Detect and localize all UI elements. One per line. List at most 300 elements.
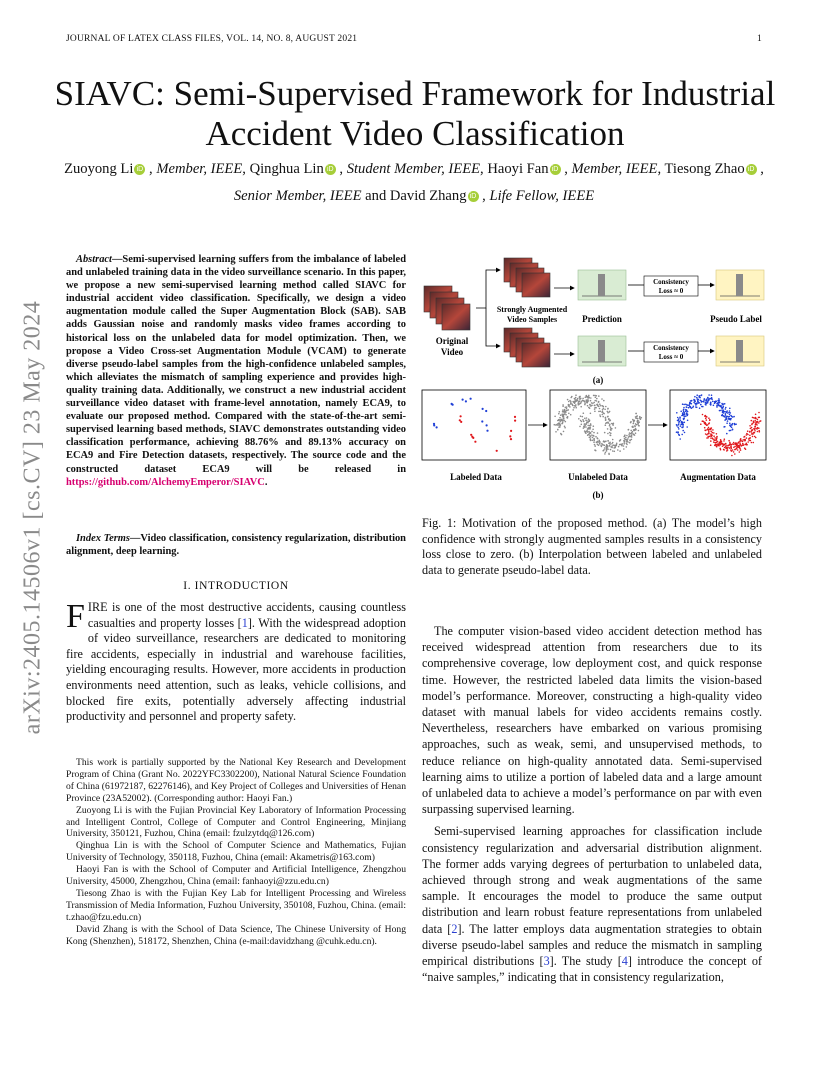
unlabeled-point xyxy=(593,432,595,434)
augmented-point xyxy=(711,435,713,437)
unlabeled-point xyxy=(612,439,614,441)
unlabeled-point xyxy=(611,443,613,445)
augmented-point xyxy=(755,414,757,416)
augmented-point xyxy=(751,420,753,422)
augmented-point xyxy=(683,416,685,418)
augmented-point xyxy=(713,441,715,443)
augmented-point xyxy=(752,436,754,438)
unlabeled-point xyxy=(578,404,580,406)
journal-header: JOURNAL OF LATEX CLASS FILES, VOL. 14, NO. 8, AUGUST 2021 xyxy=(66,34,358,44)
author-name: Zuoyong Li xyxy=(64,161,134,177)
unlabeled-point xyxy=(600,405,602,407)
unlabeled-point xyxy=(602,411,604,413)
unlabeled-point xyxy=(556,424,558,426)
unlabeled-point xyxy=(568,413,570,415)
augmented-point xyxy=(703,401,705,403)
unlabeled-point xyxy=(575,397,577,399)
augmented-point xyxy=(754,418,756,420)
unlabeled-point xyxy=(637,423,639,425)
citation-link[interactable]: 4 xyxy=(621,954,628,969)
augmented-point xyxy=(742,443,744,445)
unlabeled-point xyxy=(586,402,588,404)
unlabeled-point xyxy=(587,405,589,407)
unlabeled-point xyxy=(607,408,609,410)
augmented-point xyxy=(697,398,699,400)
unlabeled-point xyxy=(602,409,604,411)
unlabeled-point xyxy=(600,416,602,418)
unlabeled-point xyxy=(616,443,618,445)
unlabeled-point xyxy=(557,420,559,422)
unlabeled-point xyxy=(594,408,596,410)
unlabeled-point xyxy=(604,409,606,411)
unlabeled-point xyxy=(584,423,586,425)
augmented-point xyxy=(726,410,728,412)
unlabeled-point xyxy=(602,450,604,452)
augmented-point xyxy=(730,419,732,421)
augmented-point xyxy=(686,414,688,416)
augmented-point xyxy=(687,420,689,422)
augmented-point xyxy=(755,428,757,430)
augmented-point xyxy=(733,442,735,444)
prediction-box-bottom xyxy=(578,336,626,366)
augmented-point xyxy=(716,436,718,438)
unlabeled-point xyxy=(575,407,577,409)
labeled-point xyxy=(485,410,487,412)
unlabeled-point xyxy=(598,401,600,403)
augmented-point xyxy=(682,413,684,415)
paragraph-text: ]. The study [ xyxy=(549,954,622,969)
augmented-point xyxy=(754,426,756,428)
augmented-point xyxy=(729,424,731,426)
unlabeled-point xyxy=(592,429,594,431)
unlabeled-point xyxy=(575,404,577,406)
augmented-point xyxy=(686,406,688,408)
augmented-point xyxy=(720,439,722,441)
augmented-point xyxy=(710,431,712,433)
unlabeled-point xyxy=(563,431,565,433)
unlabeled-point xyxy=(588,395,590,397)
augmented-point xyxy=(707,397,709,399)
unlabeled-point xyxy=(564,410,566,412)
unlabeled-point xyxy=(582,398,584,400)
unlabeled-point xyxy=(587,425,589,427)
unlabeled-point xyxy=(621,444,623,446)
augmented-point xyxy=(758,412,760,414)
unlabeled-point xyxy=(610,419,612,421)
augmented-point xyxy=(725,413,727,415)
unlabeled-point xyxy=(567,416,569,418)
unlabeled-point xyxy=(588,428,590,430)
augmented-point xyxy=(714,437,716,439)
unlabeled-point xyxy=(577,398,579,400)
unlabeled-point xyxy=(584,430,586,432)
figure-caption: Fig. 1: Motivation of the proposed method. (a) The model’s high confidence with strongly augmented samples results in a consistency loss close to zero. (b) Interpolation between labeled and unlabeled data to generate pseudo-label data. xyxy=(422,516,762,577)
augmented-point xyxy=(729,410,731,412)
labeled-point xyxy=(514,416,516,418)
unlabeled-point xyxy=(593,395,595,397)
unlabeled-point xyxy=(583,420,585,422)
unlabeled-point xyxy=(605,440,607,442)
unlabeled-point xyxy=(607,422,609,424)
unlabeled-point xyxy=(610,426,612,428)
orcid-icon[interactable]: iD xyxy=(468,191,479,202)
unlabeled-point xyxy=(602,444,604,446)
augmented-point xyxy=(725,443,727,445)
author-role: Life Fellow, IEEE xyxy=(489,188,595,204)
unlabeled-point xyxy=(562,404,564,406)
augmented-point xyxy=(733,451,735,453)
augmented-point xyxy=(740,449,742,451)
unlabeled-point xyxy=(629,436,631,438)
unlabeled-point xyxy=(595,436,597,438)
pseudo-label-box-top xyxy=(716,270,764,300)
augmented-point xyxy=(716,441,718,443)
unlabeled-point xyxy=(599,403,601,405)
unlabeled-point xyxy=(639,416,641,418)
augmented-point xyxy=(733,447,735,449)
unlabeled-point xyxy=(561,419,563,421)
augmented-point xyxy=(680,419,682,421)
augmented-point xyxy=(754,432,756,434)
augmented-point xyxy=(727,445,729,447)
footnote: Tiesong Zhao is with the Fujian Key Lab for Intelligent Processing and Wireless Transmission of Media Information, Fuzhou University, 350108, Fuzhou, China. (email: t.zhao@fzu.edu.cn) xyxy=(66,887,406,923)
unlabeled-point xyxy=(581,421,583,423)
unlabeled-point xyxy=(628,429,630,431)
augmented-point xyxy=(723,403,725,405)
unlabeled-point xyxy=(624,443,626,445)
unlabeled-point xyxy=(586,395,588,397)
augmented-point xyxy=(690,402,692,404)
augmented-point xyxy=(713,432,715,434)
augmented-point xyxy=(683,407,685,409)
unlabeled-point xyxy=(635,413,637,415)
augmented-point xyxy=(758,417,760,419)
paragraph-text: ]. The latter employs data augmentation strategies to obtain diverse pseudo-label samples and reduce the mismatch in sampling empirical distributions [ xyxy=(422,921,762,969)
augmented-point xyxy=(725,408,727,410)
unlabeled-point xyxy=(583,412,585,414)
augmented-point xyxy=(683,412,685,414)
unlabeled-point xyxy=(575,394,577,396)
unlabeled-point xyxy=(602,414,604,416)
unlabeled-point xyxy=(589,404,591,406)
unlabeled-point xyxy=(559,422,561,424)
augmented-point xyxy=(684,414,686,416)
orcid-icon[interactable]: iD xyxy=(746,164,757,175)
unlabeled-point xyxy=(603,400,605,402)
video-label: Video xyxy=(440,347,464,357)
augmented-point xyxy=(714,442,716,444)
unlabeled-point xyxy=(605,417,607,419)
unlabeled-point xyxy=(559,421,561,423)
augmented-point xyxy=(739,441,741,443)
unlabeled-point xyxy=(629,442,631,444)
augmented-point xyxy=(710,428,712,430)
augmented-point xyxy=(685,411,687,413)
labeled-point xyxy=(433,424,435,426)
footnote: David Zhang is with the School of Data Science, The Chinese University of Hong Kong (Shenzhen), 518172, Shenzhen, China (e-mail:davidzhang @cuhk.edu.cn). xyxy=(66,923,406,947)
unlabeled-point xyxy=(588,397,590,399)
augmented-point xyxy=(710,440,712,442)
augmented-point xyxy=(719,443,721,445)
orcid-icon[interactable]: iD xyxy=(325,164,336,175)
unlabeled-point xyxy=(638,425,640,427)
augmented-point xyxy=(727,412,729,414)
unlabeled-point xyxy=(631,439,633,441)
augmented-point xyxy=(744,444,746,446)
augmented-point xyxy=(678,434,680,436)
augmented-point xyxy=(752,417,754,419)
footnotes xyxy=(66,757,406,948)
augmented-point xyxy=(757,427,759,429)
unlabeled-point xyxy=(608,418,610,420)
augmented-point xyxy=(702,414,704,416)
unlabeled-point xyxy=(632,419,634,421)
unlabeled-point xyxy=(628,434,630,436)
unlabeled-point xyxy=(608,453,610,455)
augmented-point xyxy=(747,430,749,432)
augmented-point xyxy=(708,394,710,396)
unlabeled-point xyxy=(610,429,612,431)
original-label: Original xyxy=(435,336,469,346)
augmented-point xyxy=(731,455,733,457)
author-role: Member, IEEE xyxy=(156,161,243,177)
unlabeled-point xyxy=(580,406,582,408)
footnote: This work is partially supported by the National Key Research and Development Program of China (Grant No. 2022YFC3302200), National Natural Science Foundation of China (61972187, 62276146), and Key Project of Colleges and Universities of Henan Province (23A52002). (Corresponding author: Haoyi Fan.) xyxy=(66,757,406,804)
labeled-point xyxy=(465,400,467,402)
augmented-point xyxy=(725,447,727,449)
body-paragraph xyxy=(422,623,762,817)
pseudo-label-label: Pseudo Label xyxy=(710,314,762,324)
augmented-point xyxy=(678,428,680,430)
augmented-point xyxy=(686,412,688,414)
unlabeled-point xyxy=(600,444,602,446)
unlabeled-point xyxy=(626,442,628,444)
unlabeled-point xyxy=(590,426,592,428)
labeled-point xyxy=(482,408,484,410)
augmented-point xyxy=(742,439,744,441)
augmented-point xyxy=(737,449,739,451)
unlabeled-point xyxy=(605,419,607,421)
augmented-point xyxy=(677,432,679,434)
augmented-point xyxy=(710,402,712,404)
unlabeled-point xyxy=(578,401,580,403)
augmented-point xyxy=(714,403,716,405)
citation-link[interactable]: 1 xyxy=(241,615,248,630)
unlabeled-point xyxy=(634,434,636,436)
unlabeled-point xyxy=(572,409,574,411)
augmented-point xyxy=(685,409,687,411)
augmented-point xyxy=(724,447,726,449)
augmented-point xyxy=(693,402,695,404)
augmented-point xyxy=(689,406,691,408)
labeled-point xyxy=(460,421,462,423)
augmented-point xyxy=(724,438,726,440)
footnote: Qinghua Lin is with the School of Computer Science and Mathematics, Fujian University of Technology, 350118, Fuzhou, China (email: Akametris@163.com) xyxy=(66,840,406,864)
labeled-point xyxy=(460,415,462,417)
unlabeled-point xyxy=(589,432,591,434)
augmented-point xyxy=(720,405,722,407)
prediction-label: Prediction xyxy=(582,314,622,324)
augmented-point xyxy=(704,415,706,417)
unlabeled-point xyxy=(635,432,637,434)
unlabeled-point xyxy=(584,404,586,406)
unlabeled-point xyxy=(579,399,581,401)
unlabeled-point xyxy=(639,417,641,419)
unlabeled-point xyxy=(587,399,589,401)
unlabeled-point xyxy=(563,416,565,418)
augmented-point xyxy=(700,395,702,397)
labeled-point xyxy=(496,450,498,452)
augmented-point xyxy=(719,402,721,404)
augmented-point xyxy=(723,416,725,418)
unlabeled-point xyxy=(579,396,581,398)
subfig-b-label: (b) xyxy=(592,490,604,500)
unlabeled-point xyxy=(604,445,606,447)
unlabeled-point xyxy=(631,434,633,436)
augmented-point xyxy=(693,406,695,408)
augmented-point xyxy=(754,430,756,432)
unlabeled-point xyxy=(593,441,595,443)
unlabeled-point xyxy=(609,425,611,427)
augmented-point xyxy=(745,448,747,450)
unlabeled-point xyxy=(562,420,564,422)
unlabeled-point xyxy=(599,408,601,410)
unlabeled-point xyxy=(607,416,609,418)
orcid-icon[interactable]: iD xyxy=(134,164,145,175)
unlabeled-point xyxy=(559,417,561,419)
augmented-point xyxy=(704,427,706,429)
augmented-point xyxy=(707,433,709,435)
augmented-point xyxy=(727,420,729,422)
augmented-point xyxy=(734,424,736,426)
abstract-tail: . xyxy=(264,476,268,488)
source-code-link[interactable]: https://github.com/AlchemyEmperor/SIAVC xyxy=(66,476,265,488)
unlabeled-point xyxy=(609,445,611,447)
augmented-point xyxy=(678,418,680,420)
augmented-point xyxy=(757,419,759,421)
unlabeled-point xyxy=(582,400,584,402)
unlabeled-point xyxy=(612,424,614,426)
unlabeled-point xyxy=(638,422,640,424)
labeled-point xyxy=(470,398,472,400)
unlabeled-point xyxy=(635,423,637,425)
augmented-point xyxy=(683,409,685,411)
augmented-point xyxy=(695,403,697,405)
augmented-point xyxy=(753,442,755,444)
unlabeled-point xyxy=(629,440,631,442)
unlabeled-point xyxy=(593,402,595,404)
unlabeled-point xyxy=(594,405,596,407)
unlabeled-point xyxy=(598,395,600,397)
unlabeled-point xyxy=(558,413,560,415)
unlabeled-point xyxy=(557,425,559,427)
unlabeled-point xyxy=(592,440,594,442)
unlabeled-point xyxy=(607,428,609,430)
augmented-point xyxy=(708,423,710,425)
augmented-point xyxy=(751,423,753,425)
unlabeled-point xyxy=(614,451,616,453)
unlabeled-point xyxy=(598,411,600,413)
augmented-point xyxy=(721,415,723,417)
augmented-point xyxy=(729,443,731,445)
unlabeled-point xyxy=(606,450,608,452)
pseudo-label-box-bottom xyxy=(716,336,764,366)
augmented-point xyxy=(682,427,684,429)
augmented-point xyxy=(681,421,683,423)
augmented-point xyxy=(749,437,751,439)
paragraph-text: The computer vision-based video accident detection method has received widespread attention from researchers due to its comprehensive coverage, low deployment cost, and quick response time. However, the restricted labeled data limits the vision-based model’s performance. Moreover, constructing a high-quality video dataset with manual labels for video accidents remains costly. Nevertheless, researchers have embarked on various promising approaches, such as weak, semi, and unsupervised methods, to reduce reliance on high-quality annotated data. Semi-supervised learning aims to utilize a portion of labeled data and a large amount of unlabeled data to achieve a model’s performance on par with even surpassing supervised learning. xyxy=(422,624,762,817)
augmented-point xyxy=(680,411,682,413)
strong-aug-label: Strongly Augmented xyxy=(496,305,568,314)
abstract xyxy=(66,253,406,489)
unlabeled-point xyxy=(586,422,588,424)
augmented-point xyxy=(676,412,678,414)
augmented-point xyxy=(693,399,695,401)
intro-text: ]. With the widespread adoption of video surveillance, researchers are dedicated to monitoring fire accidents, especially in industrial and warehouse facilities, yielding encouraging results. However, more accidents in production environments need attention, such as leaks, vehicle collisions, and blocked fire exits, potentially adversely affecting industrial productivity and personnel and property safety. xyxy=(66,615,406,724)
unlabeled-point xyxy=(619,444,621,446)
unlabeled-point xyxy=(565,414,567,416)
labeled-point xyxy=(462,399,464,401)
augmented-point xyxy=(699,397,701,399)
augmented-point xyxy=(682,403,684,405)
unlabeled-point xyxy=(609,411,611,413)
labeled-point xyxy=(486,430,488,432)
augmented-point xyxy=(712,429,714,431)
unlabeled-point xyxy=(611,423,613,425)
augmented-point xyxy=(725,445,727,447)
unlabeled-point xyxy=(619,450,621,452)
unlabeled-point xyxy=(588,420,590,422)
augmented-point xyxy=(753,428,755,430)
citation-link[interactable]: 2 xyxy=(451,921,458,936)
augmented-point xyxy=(735,448,737,450)
augmented-point xyxy=(732,429,734,431)
unlabeled-point xyxy=(594,400,596,402)
augmented-point xyxy=(749,440,751,442)
citation-link[interactable]: 3 xyxy=(543,954,550,969)
augmented-point xyxy=(746,434,748,436)
unlabeled-point xyxy=(564,426,566,428)
augmented-point xyxy=(699,395,701,397)
unlabeled-point xyxy=(576,399,578,401)
unlabeled-point xyxy=(614,447,616,449)
unlabeled-point xyxy=(610,435,612,437)
augmented-point xyxy=(736,445,738,447)
unlabeled-point xyxy=(626,446,628,448)
unlabeled-point xyxy=(641,417,643,419)
unlabeled-point xyxy=(595,397,597,399)
index-terms xyxy=(66,532,406,558)
unlabeled-point xyxy=(593,425,595,427)
augmented-point xyxy=(706,416,708,418)
augmented-point xyxy=(729,430,731,432)
augmented-point xyxy=(699,407,701,409)
unlabeled-point xyxy=(570,414,572,416)
augmented-point xyxy=(749,425,751,427)
augmented-point xyxy=(706,437,708,439)
author-list: Zuoyong Li iD , Member, IEEE, Qinghua Lin iD , Student Member, IEEE, Haoyi Fan iD , Member, IEEE, Tiesong Zhao iD , Senior Member, IEEE and David Zhang iD , Life Fellow, IEEE xyxy=(64,161,764,204)
unlabeled-point xyxy=(560,414,562,416)
orcid-icon[interactable]: iD xyxy=(550,164,561,175)
unlabeled-point xyxy=(583,400,585,402)
augmented-point xyxy=(749,431,751,433)
unlabeled-point xyxy=(574,398,576,400)
unlabeled-point xyxy=(624,441,626,443)
unlabeled-point xyxy=(605,423,607,425)
unlabeled-point xyxy=(609,432,611,434)
augmented-point xyxy=(686,404,688,406)
abstract-text: —Semi-supervised learning suffers from the imbalance of labeled and unlabeled training data in the video surveillance scenario. In this paper, we propose a new semi-supervised learning method called SIAVC for industrial accident video classification. Specifically, we design a video augmentation module called the Super Augmentation Block (SAB). SAB adds Gaussian noise and randomly masks video frames according to historical loss on the unlabeled data for model optimization. Then, we propose a Video Cross-set Augmentation Module (VCAM) to generate diverse pseudo-label samples from the high-confidence unlabeled samples, which alleviates the mismatch of sampling experience and provides high-quality training data. Additionally, we construct a new industrial accident surveillance video dataset with frame-level annotation, namely ECA9, to evaluate our proposed method. Compared with the state-of-the-art semi-supervised learning based methods, SIAVC demonstrates outstanding video classification performance, achieving 88.76% and 89.13% accuracy on ECA9 and Fire Detection datasets, respectively. The source code and the constructed dataset ECA9 will be released in xyxy=(66,254,406,475)
